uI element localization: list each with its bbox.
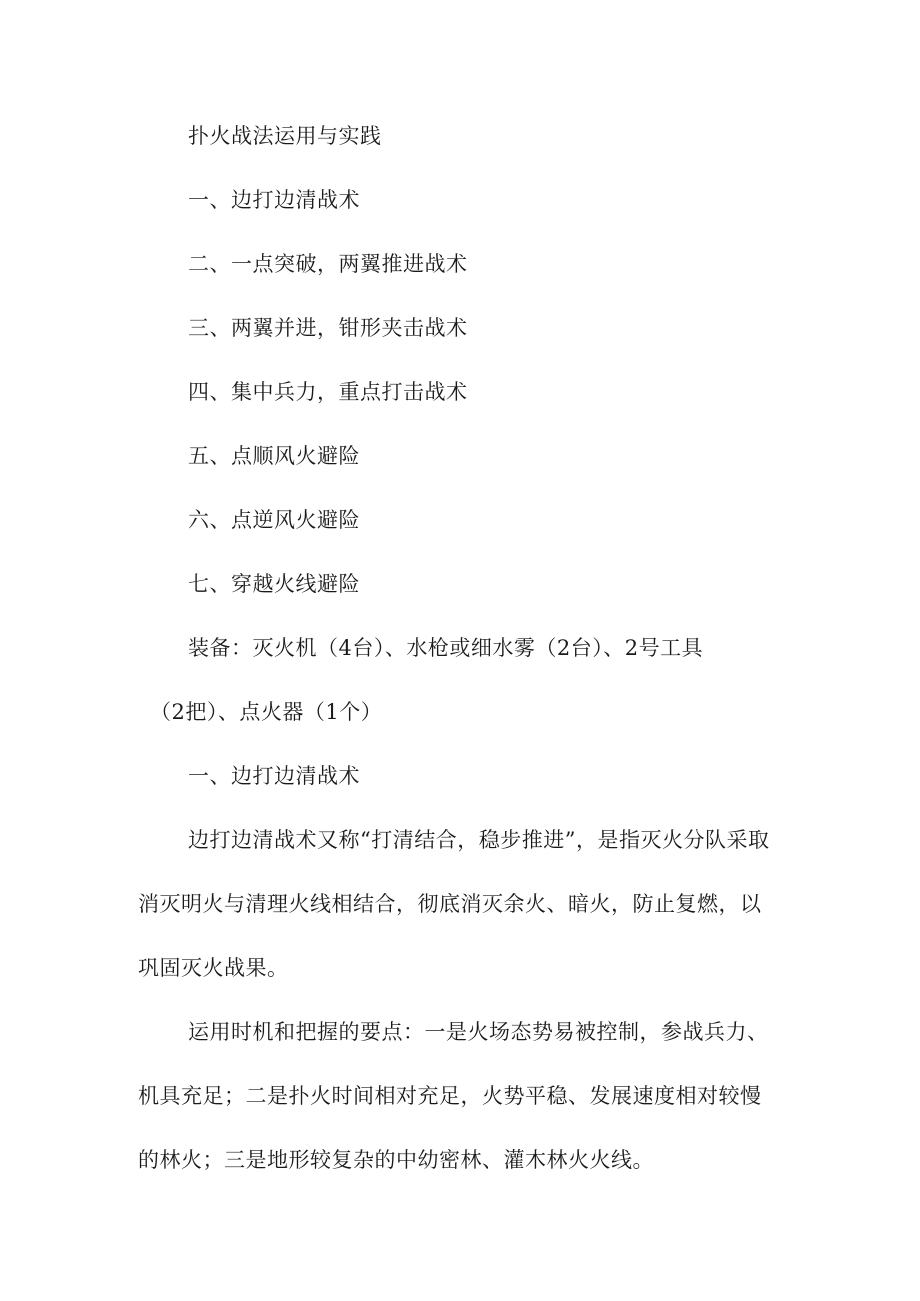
outline-item: 七、穿越火线避险 [188,572,360,596]
outline-item: 六、点逆风火避险 [188,508,360,532]
outline-item: 五、点顺风火避险 [188,444,360,468]
paragraph-line: 消灭明火与清理火线相结合，彻底消灭余火、暗火，防止复燃，以 [138,892,762,916]
paragraph-line: 运用时机和把握的要点：一是火场态势易被控制，参战兵力、 [188,1020,769,1044]
equipment-line: 装备：灭火机（4台）、水枪或细水雾（2台）、2号工具 [188,636,704,660]
section-heading: 一、边打边清战术 [188,764,360,788]
equipment-line-continued: （2把）、点火器（1个） [150,700,383,724]
paragraph-line: 巩固灭火战果。 [138,956,289,980]
outline-item: 一、边打边清战术 [188,188,360,212]
outline-item: 四、集中兵力，重点打击战术 [188,380,468,404]
paragraph-line: 机具充足；二是扑火时间相对充足，火势平稳、发展速度相对较慢 [138,1084,762,1108]
paragraph-line: 的林火；三是地形较复杂的中幼密林、灌木林火火线。 [138,1148,654,1172]
outline-item: 三、两翼并进，钳形夹击战术 [188,316,468,340]
document-title: 扑火战法运用与实践 [188,124,382,148]
paragraph-line: 边打边清战术又称“打清结合，稳步推进”，是指灭火分队采取 [188,828,770,852]
outline-item: 二、一点突破，两翼推进战术 [188,252,468,276]
